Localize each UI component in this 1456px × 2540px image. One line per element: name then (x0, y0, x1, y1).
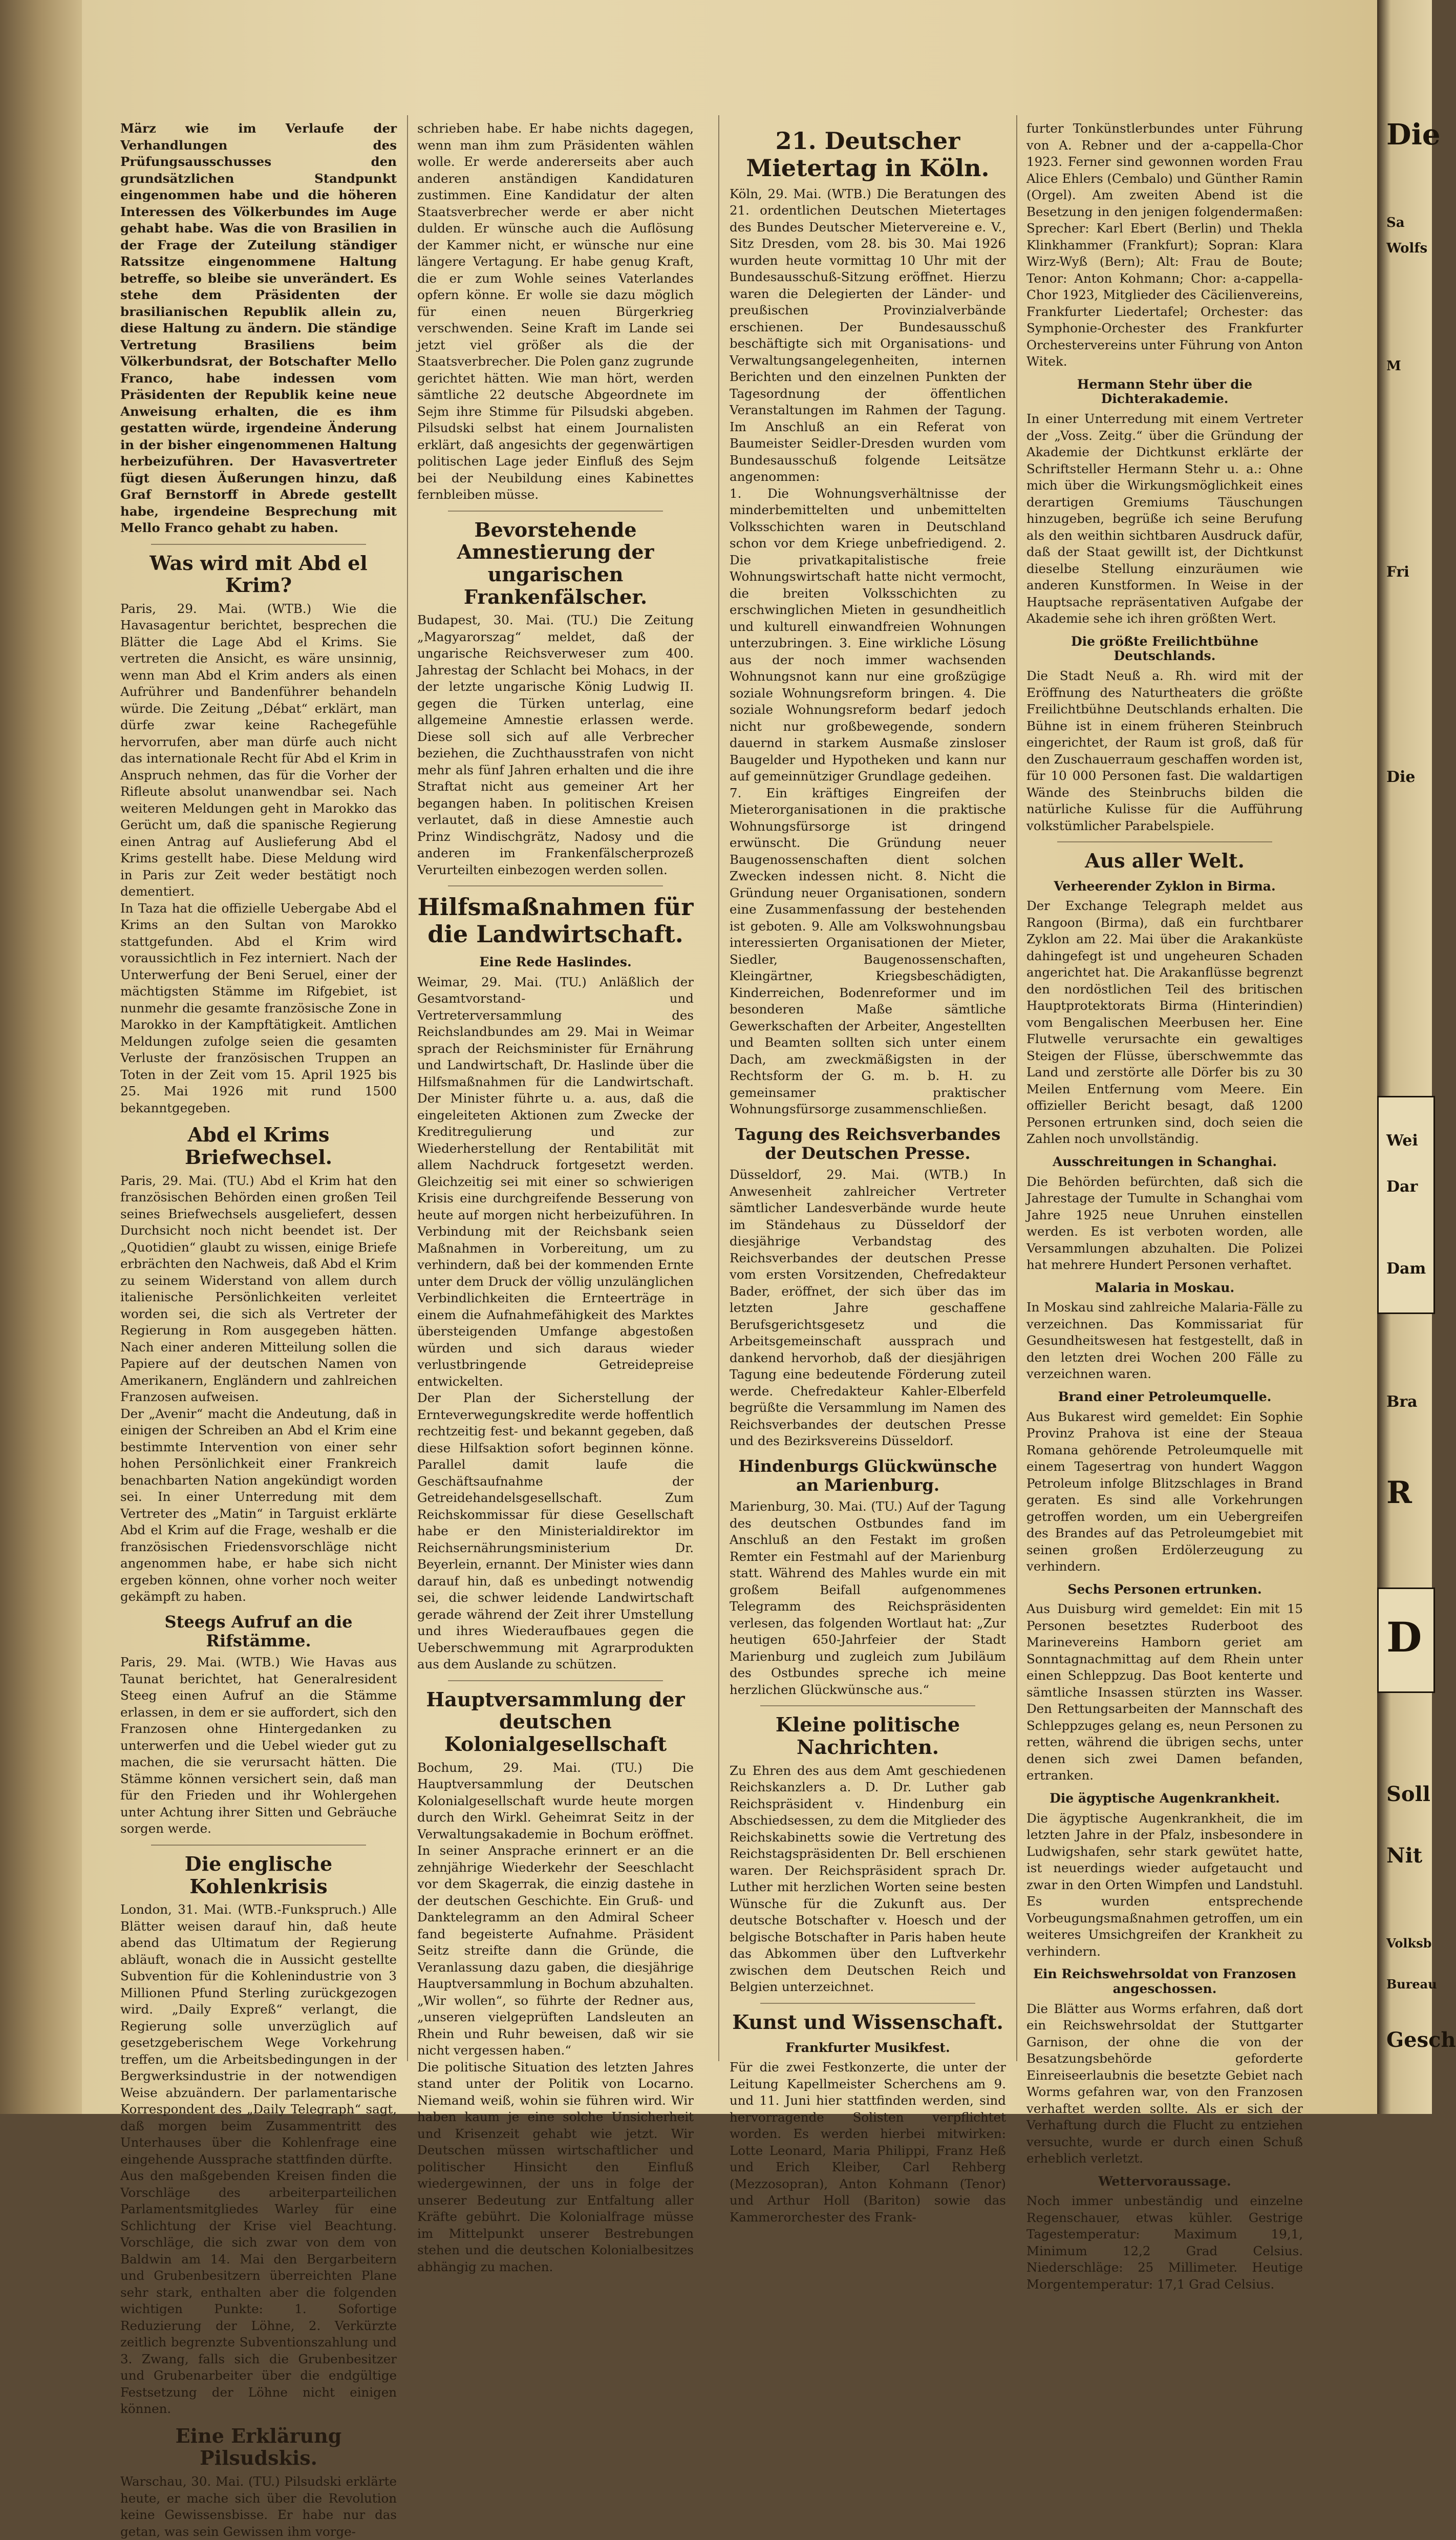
column-rule (1016, 115, 1017, 2061)
subheadline: Ausschreitungen in Schanghai. (1052, 1154, 1277, 1169)
article-text: Aus den maßgebenden Kreisen finden die Vorschläge des arbeiterparteilichen Parlamentsmitgliedes Warley für eine Schlichtung der Krise viel Beachtung. Vorschläge, die sich zwar von dem von Baldwin am 14. Mai den Bergarbeitern und Grubenbesitzern überreichten Plane sehr stark, enthalten aber die folgenden wichtigen Punkte: 1. Sofortige Reduzierung der Löhne, 2. Verkürzte zeitlich begrenzte Subventionszahlung und 3. Zwang, falls sich die Grubenbesitzer und Grubenarbeiter über die endgültige Festsetzung der Löhne nicht einigen können. (120, 2168, 397, 2417)
subheadline: Die größte Freilichtbühne Deutschlands. (1070, 633, 1258, 664)
headline: Was wird mit Abd el Krim? (149, 551, 368, 597)
subheadline: Hermann Stehr über die Dichterakademie. (1077, 376, 1253, 407)
headline: Aus aller Welt. (1085, 849, 1245, 872)
article-text: Für die zwei Festkonzerte, die unter der Leitung Kapellmeister Scherchens am 9. und 11. Juni hier stattfinden werden, sind hervorragende Solisten verpflichtet worden. Es werden hierbei mitwirken: Lotte Leonard, Maria Philippi, Franz Heß und Erich Kleiber, Carl Rehberg (Mezzosopran), Anton Kohmann (Tenor) und Arthur Holl (Bariton) sowie das Kammerorchester des Frank- (730, 2060, 1006, 2225)
article-text: Der Plan der Sicherstellung der Ernteverwegungskredite werde hoffentlich rechtzeitig fest- und bekannt gegeben, daß diese Hilfsaktion sofort beginnen könne. Parallel damit laufe die Geschäftsaufnahme der Getreidehandelsgesellschaft. Zum Reichskommissar für diese Gesellschaft habe er den Ministerialdirektor im Reichsernährungsministerium Dr. Beyerlein, ernannt. Der Minister wies dann darauf hin, daß es unbedingt notwendig sei, die schwer leidende Landwirtschaft gerade während der Zeit ihrer Umstellung und ihres Wiederaufbaues gegen die Ueberschwemmung mit Agrarprodukten aus dem Auslande zu schützen. (417, 1390, 694, 1672)
column-4 (1026, 120, 1303, 2293)
edge-text: Die (1386, 768, 1416, 786)
article-text: Der „Avenir“ macht die Andeutung, daß in einigen der Schreiben an Abd el Krim eine bestimmte Intervention von einer sehr hohen Persönlichkeit einer Frankreich benachbarten Nation angekündigt worden sei. In einer Unterredung mit dem Vertreter des „Matin“ in Targuist erklärte Abd el Krim auf die Frage, weshalb er die französischen Friedensvorschläge nicht angenommen habe, er habe sich nicht ergeben können, ohne vorher noch weiter gekämpft zu haben. (120, 1406, 397, 1604)
subheadline: Eine Rede Haslindes. (479, 955, 632, 970)
headline: Steegs Aufruf an die Rifstämme. (164, 1612, 353, 1650)
edge-text: Bra (1386, 1393, 1418, 1411)
column-3 (730, 120, 1006, 2226)
article-text: 1. Die Wohnungsverhältnisse der minderbemittelten und unbemittelten Volksschichten waren in Deutschland schon vor dem Kriege unbefriedigend. 2. Die privatkapitalistische freie Wohnungswirtschaft hatte nicht vermocht, die breiten Volksschichten zu erschwinglichen Mieten in gesundheitlich und kulturell einwandfreien Wohnungen unterzubringen. 3. Eine wirkliche Lösung aus der noch immer wachsenden Wohnungsnot kann nur eine großzügige soziale Wohnungsreform bringen. 4. Die soziale Wohnungsreform bedarf jedoch nicht nur großbewegende, sondern dauernd in starkem Ausmaße zinsloser Baugelder und Hypotheken und kann nur auf gemeinnütziger Grundlage gedeihen. (730, 485, 1006, 784)
headline: Tagung des Reichsverbandes der Deutschen Presse. (735, 1124, 1001, 1163)
article-continuation: schrieben habe. Er habe nichts dagegen, wenn man ihm zum Präsidenten wählen wolle. Er werde andererseits aber auch anderen anständigen Kandidaturen zustimmen. Eine Kandidatur der alten Staatsverbrecher werde er aber nicht dulden. Er wünsche auch die Auflösung der Kammer nicht, er wünsche nur eine längere Vertagung. Er habe genug Kraft, die er zum Wohle seines Vaterlandes opfern könne. Er wolle sie dazu möglich für einen neuen Bürgerkrieg verschwenden. Seine Kraft im Lande sei jetzt viel größer als die der Staatsverbrecher. Die Polen ganz zugrunde gerichtet hätten. Wie man hört, werden sämtliche 22 deutsche Abgeordnete im Sejm ihre Stimme für Pilsudski abgeben. Pilsudski selbst hat einem Journalisten erklärt, daß angesichts der gegenwärtigen politischen Lage jeder Einfluß des Sejm bei der Neubildung eines Kabinettes fernbleiben müsse. (417, 121, 694, 502)
advert-box (1377, 1096, 1435, 1314)
subheadline: Sechs Personen ertrunken. (1067, 1581, 1262, 1597)
article-text: Paris, 29. Mai. (WTB.) Wie die Havasagentur berichtet, besprechen die Blätter die Lage Abd el Krims. Sie vertreten die Ansicht, es wäre unsinnig, wenn man Abd el Krim anders als einen Aufrührer und Bandenführer behandeln würde. Die Zeitung „Débat“ erklärt, man dürfe zwar keine Rachegefühle hervorrufen, aber man dürfe auch nicht das internationale Recht für Abd el Krim in Anspruch nehmen, das für die Vorher der Rifleute absolut unanwendbar sei. Nach weiteren Meldungen geht in Marokko das Gerücht um, daß die spanische Regierung einen Antrag auf Auslieferung Abd el Krims gestellt habe. Diese Meldung wird in Paris zur Zeit weder bestätigt noch dementiert. (120, 601, 397, 899)
headline: Die englische Kohlenkrisis (184, 1852, 333, 1898)
subheadline: Malaria in Moskau. (1095, 1280, 1235, 1295)
book-spine (0, 0, 82, 2114)
headline: Bevorstehende Amnestierung der ungarischen Frankenfälscher. (457, 518, 654, 608)
column-2 (417, 120, 694, 2275)
edge-text: Wei (1386, 1132, 1418, 1150)
article-text: Weimar, 29. Mai. (TU.) Anläßlich der Gesamtvorstand- und Vertreterversammlung des Reichslandbundes am 29. Mai in Weimar sprach der Reichsminister für Ernährung und Landwirtschaft, Dr. Haslinde über die Hilfsmaßnahmen für die Landwirtschaft. Der Minister führte u. a. aus, daß die eingeleiteten Aktionen zum Zwecke der Kreditregulierung und zur Wiederherstellung der Rentabilität mit allem Nachdruck fortgesetzt werden. Gleichzeitig sei mit einer so schwierigen Krisis eine durchgreifende Besserung von heute auf morgen nicht herbeizuführen. In Verbindung mit der Reichsbank seien Maßnahmen in Vorbereitung, um zu verhindern, daß bei der kommenden Ernte unter dem Druck der völlig unzulänglichen Verbindlichkeiten die Ernteerträge in einem die Aufnahmefähigkeit des Marktes übersteigenden Umfange abgestoßen würden und sich daraus wieder verlustbringende Getreidepreise entwickelten. (417, 974, 694, 1389)
article-text: 7. Ein kräftiges Eingreifen der Mieterorganisationen in die praktische Wohnungsfürsorge ist dringend erwünscht. Die Gründung neuer Baugenossenschaften dient solchen Zwecken indessen nicht. 8. Nicht die Gründung neuer Organisationen, sondern eine Zusammenfassung der bestehenden ist geboten. 9. Alle am Volkswohnungsbau interessierten Organisationen der Mieter, Siedler, Baugenossenschaften, Kleingärtner, Kriegsbeschädigten, Kinderreichen, Bodenreformer und im besonderen Maße sämtliche Gewerkschaften der Arbeiter, Angestellten und Beamten sollten sich unter einem Dach, am zweckmäßigsten in der Rechtsform der G. m. b. H. zu gemeinsamer praktischer Wohnungsfürsorge zusammenschließen. (730, 785, 1006, 1117)
subheadline: Verheerender Zyklon in Birma. (1054, 878, 1276, 894)
separator (448, 1680, 663, 1681)
edge-text: R (1386, 1475, 1412, 1511)
article-text: In einer Unterredung mit einem Vertreter der „Voss. Zeitg.“ über die Gründung der Akademie der Dichtkunst erklärte der Schriftsteller Hermann Stehr u. a.: Ohne mich über die Wirkungsmöglichkeit eines derartigen Gremiums Täuschungen hinzugeben, begrüße ich seine Berufung als den weithin sichtbaren Ausdruck dafür, daß der Staat gewillt ist, der Dichtkunst dieselbe Stellung einzuräumen wie anderen Kunstformen. In Weise in der Hauptsache repräsentativen Aufgabe der Akademie sehe ich ihren größten Wert. (1026, 411, 1303, 626)
headline: Hilfsmaßnahmen für die Landwirtschaft. (417, 893, 694, 948)
edge-text: D (1386, 1613, 1422, 1661)
separator (151, 544, 366, 545)
article-text: Die ägyptische Augenkrankheit, die im letzten Jahre in der Pfalz, insbesondere in Ludwigshafen, sehr stark gewütet hatte, ist neuerdings wieder aufgetaucht und zwar in den Orten Wimpfen und Landstuhl. Es wurden entsprechende Vorbeugungsmaßnahmen getroffen, um ein weiteres Umsichgreifen der Krankheit zu verhindern. (1026, 1810, 1303, 1959)
headline: Abd el Krims Briefwechsel. (185, 1123, 332, 1169)
separator (760, 1705, 975, 1706)
subheadline: Frankfurter Musikfest. (785, 2040, 950, 2055)
headline: Kunst und Wissenschaft. (732, 2010, 1003, 2034)
edge-text: Dam (1386, 1260, 1426, 1278)
subheadline: Wettervoraussage. (1098, 2173, 1231, 2189)
column-1 (120, 120, 397, 2540)
article-text: Marienburg, 30. Mai. (TU.) Auf der Tagung des deutschen Ostbundes fand im Anschluß an den Festakt im großen Remter ein Festmahl auf der Marienburg statt. Während des Mahles wurde ein mit großem Beifall aufgenommenes Telegramm des Reichspräsidenten verlesen, das folgenden Wortlaut hat: „Zur heutigen 650-Jahrfeier der Stadt Marienburg und zugleich zum Jubiläum des Ostbundes spreche ich meine herzlichen Glückwünsche aus.“ (730, 1499, 1006, 1697)
separator (448, 885, 663, 886)
article-text: Der Exchange Telegraph meldet aus Rangoon (Birma), daß ein furchtbarer Zyklon am 22. Mai über die Arakanküste dahingefegt ist und ungeheuren Schaden angerichtet hat. Die Arakanflüsse begrenzt den nordöstlichen Teil des britischen Hauptprotektorats Birma (Hinterindien) vom Bengalischen Meerbusen her. Eine Flutwelle verursachte ein gewaltiges Steigen der Flüsse, überschwemmte das Land und zerstörte alle Dörfer bis zu 30 Meilen Entfernung vom Meere. Ein offizieller Bericht besagt, daß 1200 Personen ertrunken sind, doch seien die Zahlen noch unvollständig. (1026, 898, 1303, 1147)
edge-text: Fri (1386, 563, 1409, 580)
article-continuation: furter Tonkünstlerbundes unter Führung von A. Rebner und der a-cappella-Chor 1923. Ferner sind gewonnen worden Frau Alice Ehlers (Cembalo) und Günther Ramin (Orgel). Am zweiten Abend ist die Besetzung in den jenigen folgendermaßen: Sprecher: Karl Ebert (Berlin) und Thekla Klinkhammer (Frankfurt); Sopran: Klara Wirz-Wyß (Bern); Alt: Frau de Boute; Tenor: Anton Kohmann; Chor: a-cappella-Chor 1923, Mitglieder des Cäcilienvereins, Frankfurter Liedertafel; Orchester: das Symphonie-Orchester des Frankfurter Orchestervereins unter Führung von Anton Witek. (1026, 121, 1303, 369)
article-text: In Moskau sind zahlreiche Malaria-Fälle zu verzeichnen. Das Kommissariat für Gesundheitswesen hat festgestellt, daß in den letzten drei Wochen 200 Fälle zu verzeichnen waren. (1026, 1300, 1303, 1382)
edge-text: Soll (1386, 1782, 1430, 1806)
headline: Kleine politische Nachrichten. (775, 1713, 960, 1759)
article-text: Düsseldorf, 29. Mai. (WTB.) In Anwesenheit zahlreicher Vertreter sämtlicher Landesverbände wurde heute im Ständehaus zu Düsseldorf der diesjährige Verbandstag des Reichsverbandes der deutschen Presse vom ersten Vorsitzenden, Chefredakteur Bader, eröffnet, der sich über das im letzten Jahre geschaffene Berufsgerichtsgesetz und die Arbeitsgemeinschaft aussprach und dankend hervorhob, daß der diesjährigen Tagung eine bedeutende Förderung zuteil werde. Chefredakteur Kahler-Elberfeld begrüßte die Versammlung im Namen des Reichsverbandes der deutschen Presse und des Bezirksvereins Düsseldorf. (730, 1167, 1006, 1449)
subheadline: Die ägyptische Augenkrankheit. (1050, 1790, 1280, 1806)
edge-text: Bureau (1386, 1977, 1437, 1992)
separator (760, 2003, 975, 2004)
edge-text: Volksb (1386, 1936, 1432, 1951)
article-text: Zu Ehren des aus dem Amt geschiedenen Reichskanzlers a. D. Dr. Luther gab Reichspräsident v. Hindenburg ein Abschiedsessen, zu dem die Mitglieder des Reichskabinetts sowie die Vertretung des Reichstagspräsidenten Dr. Bell erschienen waren. Der Reichspräsident sprach Dr. Luther mit herzlichen Worten seine besten Wünsche für die Zukunft aus. Der deutsche Botschafter v. Hoesch und der belgische Botschafter in Paris haben heute das Abkommen über den Luftverkehr zwischen dem Deutschen Reich und Belgien unterzeichnet. (730, 1763, 1006, 1995)
article-text: Paris, 29. Mai. (WTB.) Wie Havas aus Taunat berichtet, hat Generalresident Steeg einen Aufruf an die Stämme erlassen, in dem er sie auffordert, sich den Franzosen ohne Hintergedanken zu unterwerfen und die Uebel wieder gut zu machen, die sie verursacht hätten. Die Stämme können versichert sein, daß man für den Frieden und ihr Wohlergehen unter Achtung ihrer Sitten und Gebräuche sorgen werde. (120, 1655, 397, 1836)
adjacent-page-edge (1377, 0, 1456, 2114)
headline: Hauptversammlung der deutschen Kolonialgesellschaft (426, 1687, 685, 1756)
edge-title: Die (1386, 118, 1441, 152)
article-continuation: März wie im Verlaufe der Verhandlungen des Prüfungsausschusses den grundsätzlichen Standpunkt eingenommen habe und die höheren Interessen des Völkerbundes im Auge gehabt habe. Was die von Brasilien in der Frage der Zuteilung ständiger Ratssitze eingenommene Haltung betreffe, so bleibe sie unverändert. Es stehe dem Präsidenten der brasilianischen Republik allein zu, diese Haltung zu ändern. Die ständige Vertretung Brasiliens beim Völkerbundsrat, der Botschafter Mello Franco, habe indessen vom Präsidenten der Republik keine neue Anweisung erhalten, die es ihm gestatten würde, irgendeine Änderung in der bisher eingenommenen Haltung herbeizuführen. Der Havasvertreter fügt diesen Äußerungen hinzu, daß Graf Bernstorff in Abrede gestellt habe, irgendeine Besprechung mit Mello Franco gehabt zu haben. (120, 121, 397, 535)
edge-text: Wolfs (1386, 241, 1428, 256)
edge-text: Dar (1386, 1178, 1418, 1196)
article-text: Budapest, 30. Mai. (TU.) Die Zeitung „Magyarorszag“ meldet, daß der ungarische Reichsverweser zum 400. Jahrestag der Schlacht bei Mohacs, in der der letzte ungarische König Ludwig II. gegen die Türken unterlag, eine allgemeine Amnestie erlassen werde. Diese soll sich auf alle Verbrecher beziehen, die Zuchthausstrafen von nicht mehr als fünf Jahren erhalten und die ihre Straftat nicht aus gemeiner Art her begangen haben. In politischen Kreisen verlautet, daß in diese Amnestie auch Prinz Windischgrätz, Nadosy und die anderen im Frankenfälscherprozeß Verurteilten einbezogen werden sollen. (417, 612, 694, 877)
article-text: Die Blätter aus Worms erfahren, daß dort ein Reichswehrsoldat der Stuttgarter Garnison, der ohne die von der Besatzungsbehörde geforderte Einreiseerlaubnis die besetzte Gebiet nach Worms gefahren war, von den Franzosen verhaftet werden sollte. Als er sich der Verhaftung durch die Flucht zu entziehen versuchte, wurde er durch einen Schuß erheblich verletzt. (1026, 2001, 1303, 2166)
separator (448, 511, 663, 512)
article-text: Die Behörden befürchten, daß sich die Jahrestage der Tumulte in Schanghai vom Jahre 1925 neue Unruhen einstellen werden. Es ist verboten worden, alle Versammlungen abzuhalten. Die Polizei hat mehrere Hundert Personen verhaftet. (1026, 1174, 1303, 1273)
article-text: Die Stadt Neuß a. Rh. wird mit der Eröffnung des Naturtheaters die größte Freilichtbühne Deutschlands erhalten. Die Bühne ist in einem früheren Steinbruch eingerichtet, der Raum ist groß, daß für den Zuschauerraum geschaffen worden ist, für 10 000 Personen fast. Die waldartigen Wände des Steinbruchs bilden die natürliche Kulisse für die Aufführung volkstümlicher Parabelspiele. (1026, 668, 1303, 833)
edge-text: Sa (1386, 215, 1405, 230)
separator (1057, 841, 1272, 842)
separator (151, 1845, 366, 1846)
column-rule (407, 115, 408, 2061)
headline: Eine Erklärung Pilsudskis. (175, 2424, 342, 2470)
article-text: In Taza hat die offizielle Uebergabe Abd el Krims an den Sultan von Marokko stattgefunden. Abd el Krim wird voraussichtlich in Fez interniert. Nach der Unterwerfung der Beni Seruel, einer der mächtigsten Stämme im Rifgebiet, ist nunmehr die gesamte französische Zone in Marokko in der Kampftätigkeit. Amtlichen Meldungen zufolge seien die gesamten Verluste der französischen Truppen an Toten in der Zeit vom 15. April 1925 bis 25. Mai 1926 mit rund 1500 bekanntgegeben. (120, 900, 397, 1115)
subheadline: Ein Reichswehrsoldat von Franzosen angeschossen. (1033, 1966, 1296, 1996)
article-text: Warschau, 30. Mai. (TU.) Pilsudski erklärte heute, er mache sich über die Revolution keine Gewissensbisse. Er habe nur das getan, was sein Gewissen ihm vorge- (120, 2474, 397, 2539)
column-rule (718, 115, 719, 2061)
edge-text: Nit (1386, 1844, 1423, 1868)
edge-text: M (1386, 358, 1401, 374)
article-text: Bochum, 29. Mai. (TU.) Die Hauptversammlung der Deutschen Kolonialgesellschaft wurde heute morgen durch den Wirkl. Geheimrat Seitz in der Verwaltungsakademie in Bochum eröffnet. In seiner Ansprache erinnert er an die zehnjährige Wiederkehr der Seeschlacht vor dem Skagerrak, die einzig dastehe in der deutschen Geschichte. Ein Gruß- und Danktelegramm an den Admiral Scheer fand begeisterte Aufnahme. Präsident Seitz streifte dann die Gründe, die Veranlassung dazu gaben, die diesjährige Hauptversammlung in Bochum abzuhalten. „Wir wollen“, so führte der Redner aus, „unseren vielgeprüften Landsleuten an Rhein und Ruhr beweisen, daß wir sie nicht vergessen haben.“ (417, 1760, 694, 2058)
subheadline: Brand einer Petroleumquelle. (1058, 1389, 1272, 1404)
article-text: Aus Duisburg wird gemeldet: Ein mit 15 Personen besetztes Ruderboot des Marinevereins Hamborn geriet am Sonntagnachmittag auf dem Rhein unter einen Schleppzug. Das Boot kenterte und sämtliche Insassen stürzten ins Wasser. Den Rettungsarbeiten der Mannschaft des Schleppzuges gelang es, neun Personen zu retten, während die übrigen sechs, unter denen sich zwei Damen befanden, ertranken. (1026, 1601, 1303, 1783)
edge-text: Gesch (1386, 2028, 1456, 2052)
headline: 21. Deutscher Mietertag in Köln. (746, 127, 990, 182)
headline: Hindenburgs Glückwünsche an Marienburg. (738, 1456, 997, 1495)
article-text: London, 31. Mai. (WTB.-Funkspruch.) Alle Blätter weisen darauf hin, daß heute abend das Ultimatum der Regierung abläuft, wonach die in Aussicht gestellte Subvention für die Kohlenindustrie von 3 Millionen Pfund Sterling zurückgezogen wird. „Daily Expreß“ verlangt, die Regierung solle unverzüglich auf gesetzgeberischem Wege Vorkehrung treffen, um die Arbeitsbedingungen in der Bergwerksindustrie in der notwendigen Weise abzuändern. Der parlamentarische Korrespondent des „Daily Telegraph“ sagt, daß morgen beim Zusammentritt des Unterhauses über die Kohlenfrage eine eingehende Aussprache stattfinden dürfte. (120, 1902, 397, 2167)
article-text: Aus Bukarest wird gemeldet: Ein Sophie Provinz Prahova ist eine der Steaua Romana gehörende Petroleumquelle mit einem Tagesertrag von hundert Waggon Petroleum infolge Blitzschlages in Brand geraten. Es sind alle Vorkehrungen getroffen worden, um ein Uebergreifen des Brandes auf das Petroleumgebiet mit seinen großen Erdölerzeugung zu verhindern. (1026, 1409, 1303, 1574)
article-text: Paris, 29. Mai. (TU.) Abd el Krim hat den französischen Behörden einen großen Teil seines Briefwechsels ausgeliefert, dessen Durchsicht noch nicht beendet ist. Der „Quotidien“ glaubt zu wissen, einige Briefe erbrächten den Nachweis, daß Abd el Krim zu seinem Widerstand von allem durch italienische Persönlichkeiten verleitet worden sei, die sich als Vertreter der Regierung in Rom ausgegeben hätten. Nach einer anderen Mitteilung sollen die Papiere auf der deutschen Namen von Amerikanern, Engländern und zahlreichen Franzosen aufweisen. (120, 1173, 397, 1405)
article-text: Köln, 29. Mai. (WTB.) Die Beratungen des 21. ordentlichen Deutschen Mietertages des Bundes Deutscher Mietervereine e. V., Sitz Dresden, vom 28. bis 30. Mai 1926 wurden heute vormittag 10 Uhr mit der Bundesausschuß-Sitzung eröffnet. Hierzu waren die Delegierten der Länder- und preußischen Provinzialverbände erschienen. Der Bundesausschuß beschäftigte sich mit Organisations- und Verwaltungsangelegenheiten, internen Berichten und den einzelnen Punkten der Tagesordnung der öffentlichen Veranstaltungen im Rahmen der Tagung. Im Anschluß an ein Referat von Baumeister Seidler-Dresden wurden vom Bundesausschuß folgende Leitsätze angenommen: (730, 186, 1006, 484)
article-text: Noch immer unbeständig und einzelne Regenschauer, etwas kühler. Gestrige Tagestemperatur: Maximum 19,1, Minimum 12,2 Grad Celsius. Niederschläge: 25 Millimeter. Heutige Morgentemperatur: 17,1 Grad Celsius. (1026, 2193, 1303, 2292)
article-text: Die politische Situation des letzten Jahres stand unter der Politik von Locarno. Niemand weiß, wohin sie führen wird. Wir haben kaum je eine solche Unsicherheit und Krisenzeit gehabt wie jetzt. Wir Deutschen müssen wirtschaftlicher und politischer Hinsicht den Einfluß wiedergewinnen, der uns in folge der unserer Bedeutung zur Entfaltung aller Kräfte gebührt. Die Kolonialfrage müsse im Mittelpunkt unserer Bestrebungen stehen und die deutschen Kolonialbesitzes abhängig zu machen. (417, 2059, 694, 2274)
